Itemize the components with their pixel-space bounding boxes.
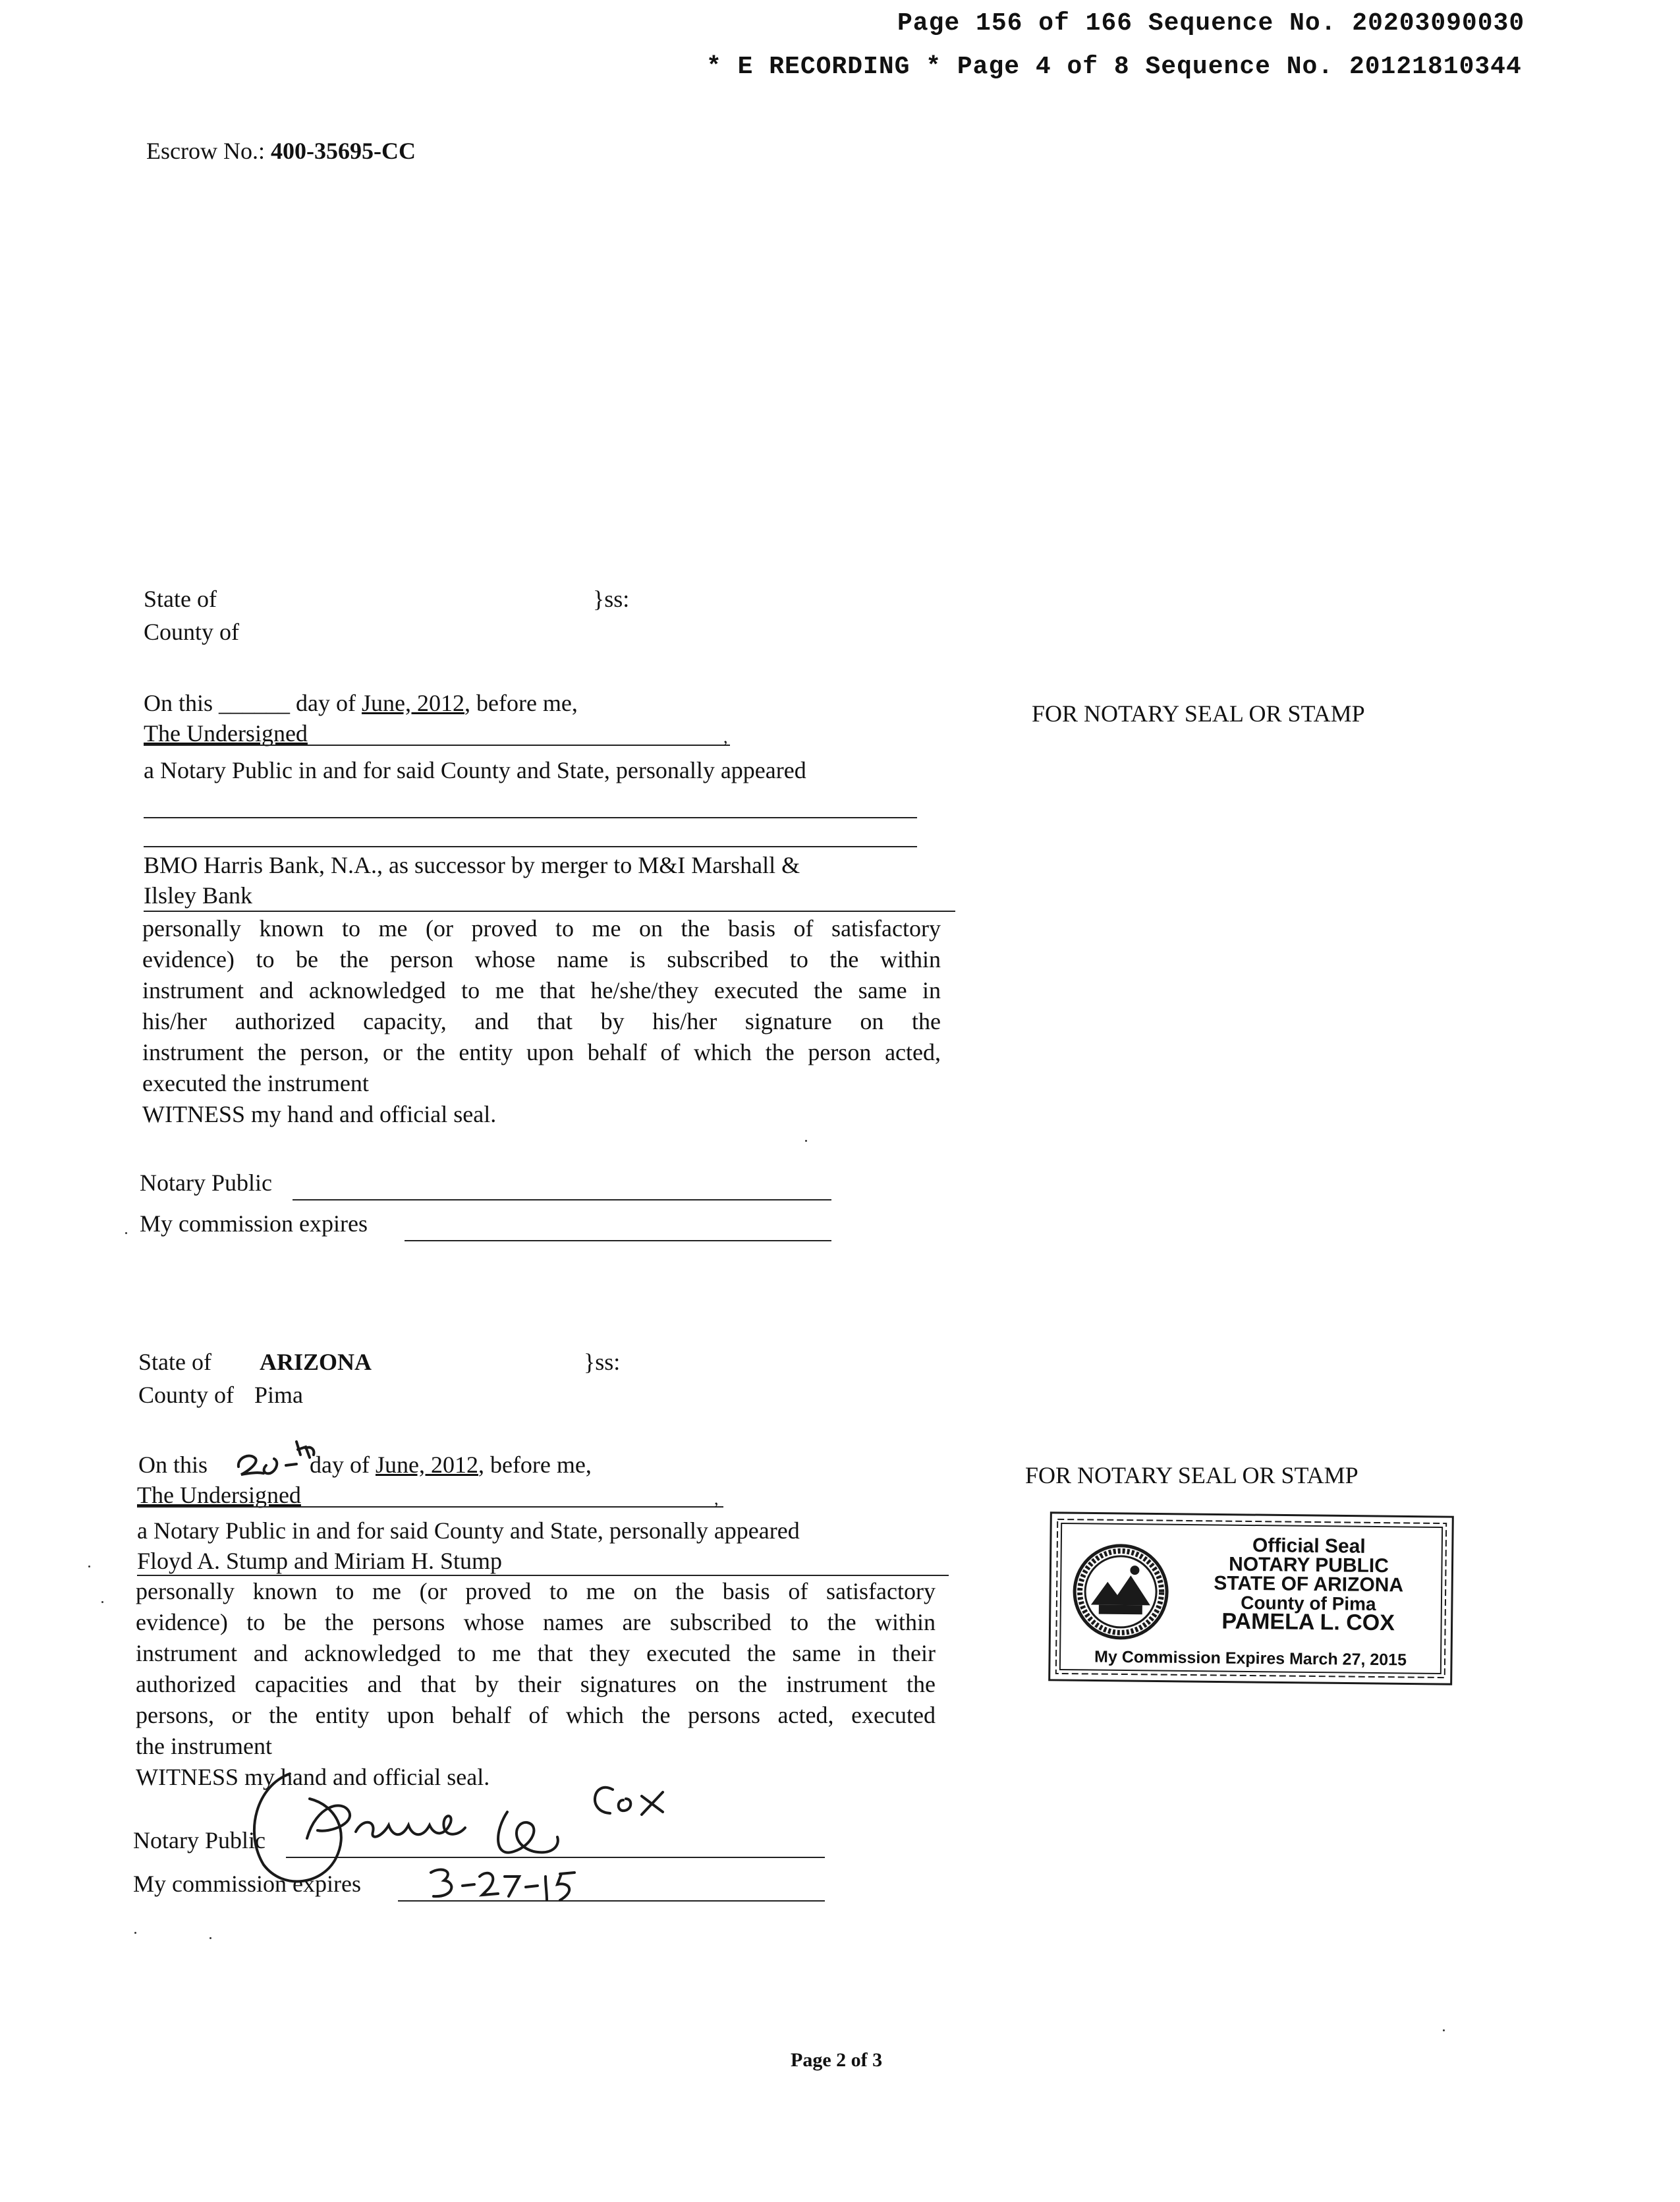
stamp-line-4: County of Pima [1241,1592,1376,1614]
stamp-line-3: STATE OF ARIZONA [1214,1572,1404,1596]
block1-body-line: instrument the person, or the entity upon behalf of which the person acted, [142,1039,941,1065]
block2-before-me: , before me, [478,1452,592,1478]
block2-body-line: evidence) to be the persons whose names are subscribed to the within [136,1609,936,1635]
stamp-text [1176,1535,1440,1636]
block1-body-line: evidence) to be the person whose name is subscribed to the within [142,946,941,973]
block1-before-me: , before me, [464,690,578,716]
block2-county-value: Pima [254,1382,304,1408]
block2-date: June, 2012 [375,1452,478,1478]
block2-day-of: day of [310,1452,370,1478]
stamp-line-2: NOTARY PUBLIC [1228,1553,1389,1577]
escrow-number [146,136,416,166]
block1-commission-label: My commission expires [140,1210,368,1237]
block1-body-line: instrument and acknowledged to me that he/she/they executed the same in [142,977,941,1003]
scan-speck [805,1140,807,1142]
page-footer: Page 2 of 3 [791,2049,883,2071]
escrow-value: 400-35695-CC [270,138,416,164]
scan-speck [1443,2029,1445,2031]
block2-state-label: State of [138,1349,211,1375]
block2-body-line: persons, or the entity upon behalf of which the persons acted, executed [136,1702,936,1728]
block2-on-this: On this [138,1452,208,1478]
block1-blank-rule-2 [144,846,917,847]
block1-blank-rule-1 [144,817,917,818]
block2-witness: WITNESS my hand and official seal. [136,1764,490,1790]
block1-day-of: day of [296,690,356,716]
recording-header-line-2: * E RECORDING * Page 4 of 8 Sequence No. 20121810344 [706,53,1522,81]
block2-ss: }ss: [584,1349,621,1375]
block1-witness: WITNESS my hand and official seal. [142,1101,497,1127]
block2-body-line: the instrument [136,1733,272,1759]
block1-notary-public-rule [293,1199,831,1200]
block1-undersigned: The Undersigned [144,720,308,747]
block1-bank-rule [144,911,955,912]
block2-undersigned-comma: , [714,1489,719,1508]
scan-speck [101,1601,103,1603]
block1-on-this-line [144,688,578,718]
block2-undersigned-rule [137,1506,723,1508]
block2-county-label: County of [138,1382,235,1408]
scan-speck [88,1566,90,1567]
block1-undersigned-comma: , [723,727,728,747]
notary-stamp [1047,1510,1456,1687]
block1-commission-rule [405,1240,831,1241]
block2-seal-label: FOR NOTARY SEAL OR STAMP [1025,1462,1358,1488]
block2-appeared-names: Floyd A. Stump and Miriam H. Stump [137,1548,503,1574]
block2-body-line: authorized capacities and that by their signatures on the instrument the [136,1671,936,1697]
block1-county-label: County of [144,619,240,645]
scan-speck [125,1232,127,1234]
block1-notary-line: a Notary Public in and for said County and State, personally appeared [144,757,806,783]
block1-blank-day: ______ [219,690,291,716]
block1-body [142,913,941,1099]
block2-day-of-line [310,1450,592,1480]
recording-header-line-1: Page 156 of 166 Sequence No. 20203090030 [897,9,1525,38]
block1-state-label: State of [144,586,217,612]
block1-on-this: On this [144,690,213,716]
block2-body-line: instrument and acknowledged to me that they executed the same in their [136,1640,936,1666]
block2-body [136,1576,936,1762]
arizona-seal-icon [1071,1542,1171,1642]
block1-body-line: personally known to me (or proved to me on the basis of satisfactory [142,915,941,942]
block2-notary-public-label: Notary Public [133,1827,266,1853]
escrow-label: Escrow No.: [146,138,265,164]
block1-bank-line-2: Ilsley Bank [144,882,252,909]
block1-bank-line-1: BMO Harris Bank, N.A., as successor by merger to M&I Marshall & [144,852,800,878]
block2-undersigned: The Undersigned [137,1482,301,1508]
block1-body-line: his/her authorized capacity, and that by his/her signature on the [142,1008,941,1034]
block2-body-line: personally known to me (or proved to me on the basis of satisfactory [136,1578,936,1604]
handwritten-expiry [426,1862,584,1908]
block1-undersigned-rule [144,745,730,746]
block2-commission-label: My commission expires [133,1871,361,1897]
scan-speck [210,1937,211,1939]
block1-notary-public-label: Notary Public [140,1170,272,1196]
block1-ss: }ss: [593,586,630,612]
block1-date: June, 2012 [361,690,464,716]
block1-body-line: executed the instrument [142,1070,369,1096]
block2-notary-line: a Notary Public in and for said County and State, personally appeared [137,1517,800,1544]
scan-speck [134,1932,136,1934]
stamp-line-1: Official Seal [1252,1535,1366,1558]
block2-state-value: ARIZONA [260,1349,372,1375]
block1-seal-label: FOR NOTARY SEAL OR STAMP [1032,700,1365,727]
stamp-line-5: PAMELA L. COX [1221,1608,1395,1636]
stamp-line-6: My Commission Expires March 27, 2015 [1094,1647,1407,1670]
